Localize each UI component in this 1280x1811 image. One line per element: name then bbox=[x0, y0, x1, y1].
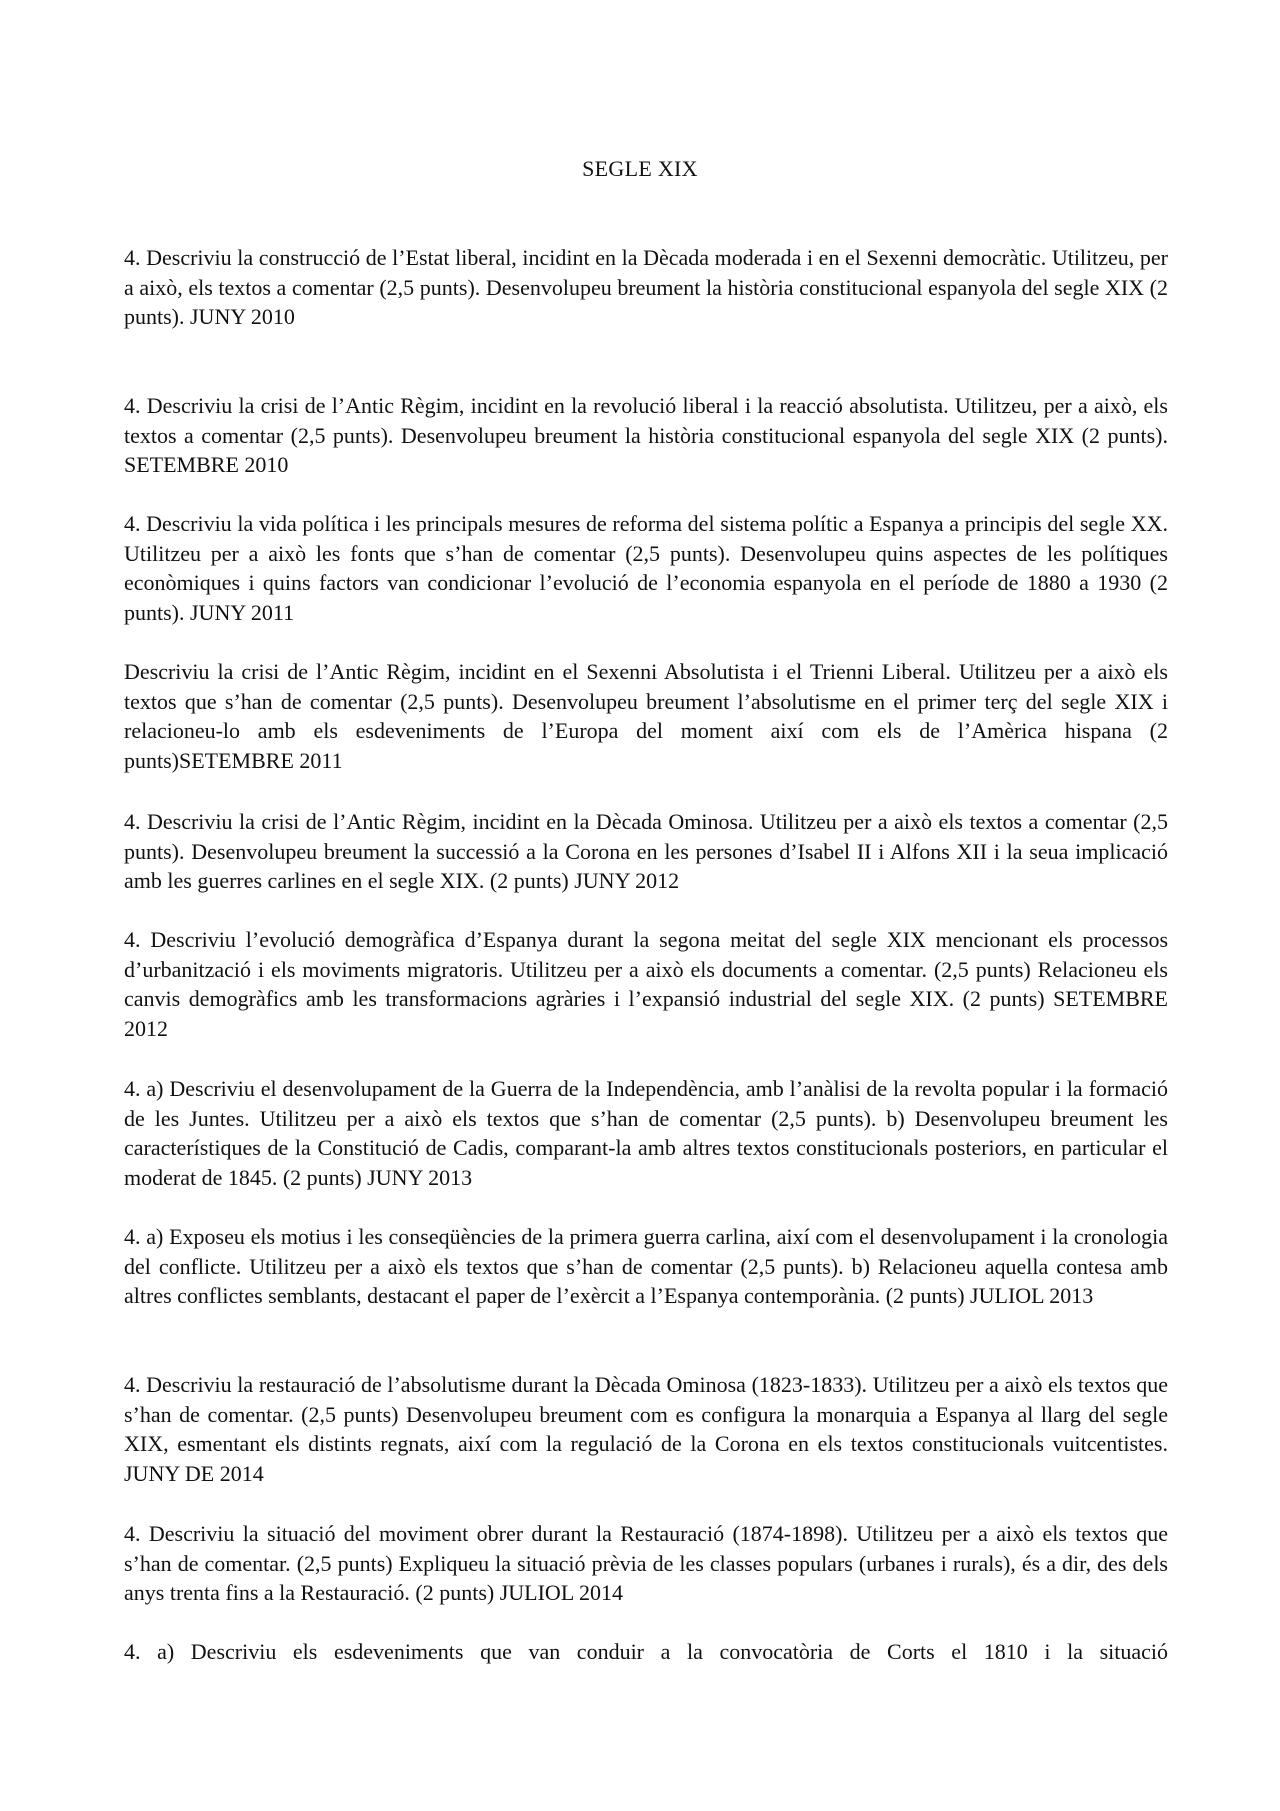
question-paragraph: 4. a) Descriviu els esdeveniments que van conduir a la convocatòria de Corts el 1810 i la situació bbox=[124, 1639, 1168, 1664]
question-paragraph: 4. Descriviu la construcció de l’Estat liberal, incidint en la Dècada moderada i en el Sexenni democràtic. Utilitzeu, per a això, els textos a comentar (2,5 punts). Desenvolupeu breument la història constitucional espanyola del segle XIX (2 punts). JUNY 2010 bbox=[124, 245, 1168, 329]
page-title: SEGLE XIX bbox=[582, 156, 698, 181]
question-paragraph: 4. Descriviu l’evolució demogràfica d’Espanya durant la segona meitat del segle XIX mencionant els processos d’urbanització i els moviments migratoris. Utilitzeu per a això els documents a comentar. (2,5 punts) Relacioneu els canvis demogràfics amb les transformacions agràries i l’expansió industrial del segle XIX. (2 punts) SETEMBRE 2012 bbox=[124, 927, 1168, 1041]
question-paragraph: 4. Descriviu la vida política i les principals mesures de reforma del sistema polític a Espanya a principis del segle XX. Utilitzeu per a això les fonts que s’han de comentar (2,5 punts). Desenvolupeu quins aspectes de les polítiques econòmiques i quins factors van condicionar l’evolució de l’economia espanyola en el període de 1880 a 1930 (2 punts). JUNY 2011 bbox=[124, 511, 1168, 625]
question-paragraph: 4. Descriviu la crisi de l’Antic Règim, incidint en la Dècada Ominosa. Utilitzeu per a això els textos a comentar (2,5 punts). Desenvolupeu breument la successió a la Corona en les persones d’Isabel II i Alfons XII i la seua implicació amb les guerres carlines en el segle XIX. (2 punts) JUNY 2012 bbox=[124, 809, 1168, 893]
question-paragraph: Descriviu la crisi de l’Antic Règim, incidint en el Sexenni Absolutista i el Trienni Liberal. Utilitzeu per a això els textos que s’han de comentar (2,5 punts). Desenvolupeu breument l’absolutisme en el primer terç del segle XIX i relacioneu-lo amb els esdeveniments de l’Europa del moment així com els de l’Amèrica hispana (2 punts)SETEMBRE 2011 bbox=[124, 659, 1168, 773]
question-paragraph: 4. Descriviu la crisi de l’Antic Règim, incidint en la revolució liberal i la reacció absolutista. Utilitzeu, per a això, els textos a comentar (2,5 punts). Desenvolupeu breument la història constitucional espanyola del segle XIX (2 punts). SETEMBRE 2010 bbox=[124, 393, 1168, 477]
question-paragraph: 4. Descriviu la situació del moviment obrer durant la Restauració (1874-1898). Utilitzeu per a això els textos que s’han de comentar. (2,5 punts) Expliqueu la situació prèvia de les classes populars (urbanes i rurals), és a dir, des dels anys trenta fins a la Restauració. (2 punts) JULIOL 2014 bbox=[124, 1521, 1168, 1605]
question-paragraph: 4. Descriviu la restauració de l’absolutisme durant la Dècada Ominosa (1823-1833). Utilitzeu per a això els textos que s’han de comentar. (2,5 punts) Desenvolupeu breument com es configura la monarquia a Espanya al llarg del segle XIX, esmentant els distints regnats, així com la regulació de la Corona en els textos constitucionals vuitcentistes. JUNY DE 2014 bbox=[124, 1372, 1168, 1486]
question-paragraph: 4. a) Descriviu el desenvolupament de la Guerra de la Independència, amb l’anàlisi de la revolta popular i la formació de les Juntes. Utilitzeu per a això els textos que s’han de comentar (2,5 punts). b) Desenvolupeu breument les característiques de la Constitució de Cadis, comparant-la amb altres textos constitucionals posteriors, en particular el moderat de 1845. (2 punts) JUNY 2013 bbox=[124, 1076, 1168, 1190]
question-paragraph: 4. a) Exposeu els motius i les conseqüències de la primera guerra carlina, així com el desenvolupament i la cronologia del conflicte. Utilitzeu per a això els textos que s’han de comentar (2,5 punts). b) Relacioneu aquella contesa amb altres conflictes semblants, destacant el paper de l’exèrcit a l’Espanya contemporània. (2 punts) JULIOL 2013 bbox=[124, 1224, 1168, 1308]
